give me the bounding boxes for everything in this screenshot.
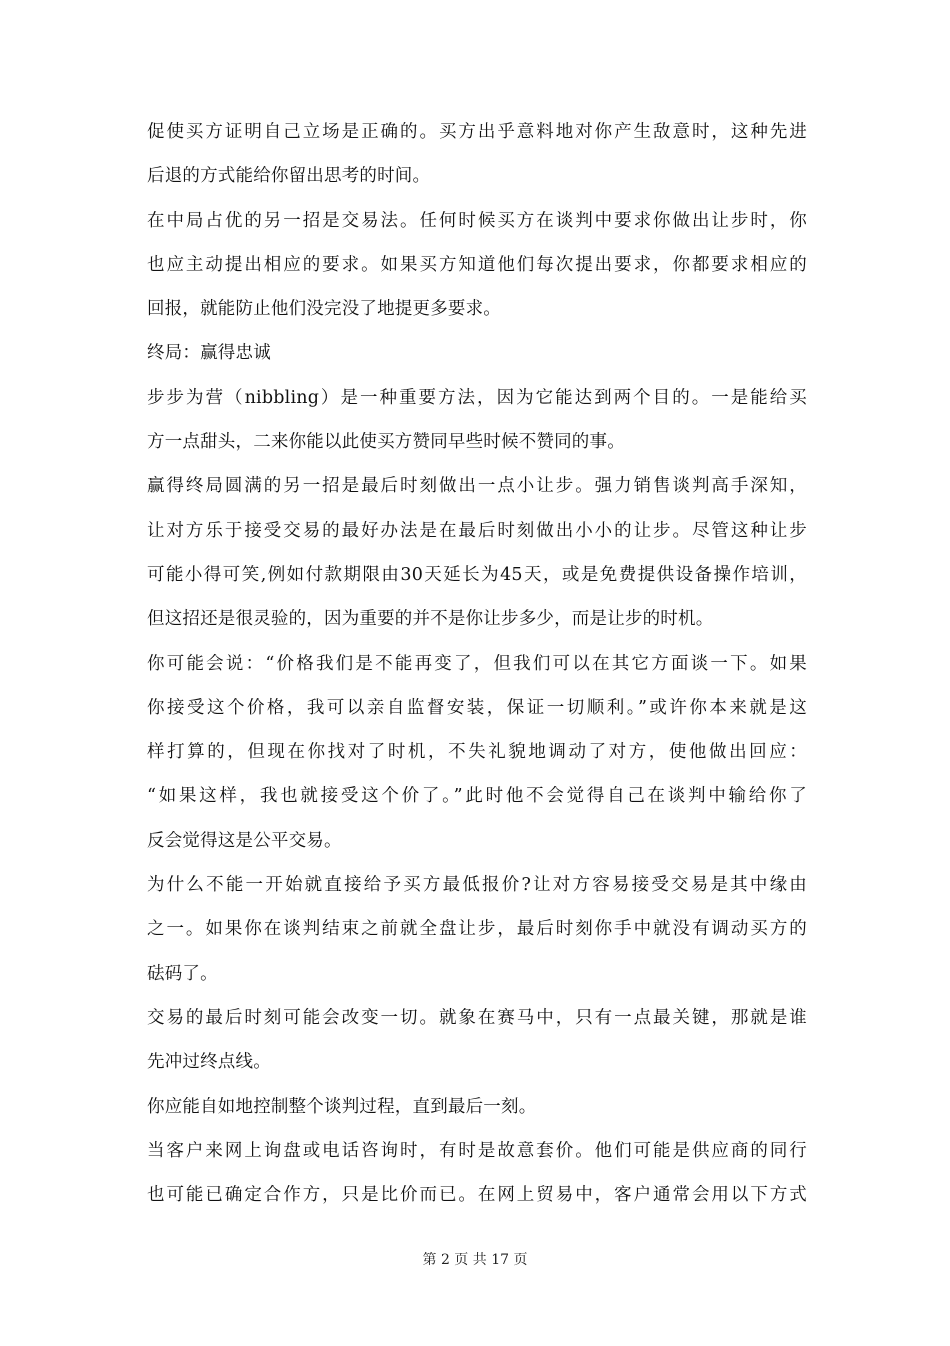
text-line: 为什么不能一开始就直接给予买方最低报价?让对方容易接受交易是其中缘由 xyxy=(147,875,807,896)
text-line: 当客户来网上询盘或电话咨询时，有时是故意套价。他们可能是供应商的同行 xyxy=(147,1140,807,1161)
text-line: 后退的方式能给你留出思考的时间。 xyxy=(147,166,431,187)
text-line: 交易的最后时刻可能会改变一切。就象在赛马中，只有一点最关键，那就是谁 xyxy=(147,1007,807,1028)
text-line: 样打算的，但现在你找对了时机，不失礼貌地调动了对方，使他做出回应： xyxy=(147,742,807,763)
text-line: 之一。如果你在谈判结束之前就全盘让步，最后时刻你手中就没有调动买方的 xyxy=(147,919,807,940)
text-line: 在中局占优的另一招是交易法。任何时候买方在谈判中要求你做出让步时，你 xyxy=(147,210,807,231)
text-line: 促使买方证明自己立场是正确的。买方出乎意料地对你产生敌意时，这种先进 xyxy=(147,122,807,142)
text-line: 让对方乐于接受交易的最好办法是在最后时刻做出小小的让步。尽管这种让步 xyxy=(147,520,807,541)
text-line: 反会觉得这是公平交易。 xyxy=(147,830,342,851)
page-footer: 第 2 页 共 17 页 xyxy=(422,1252,528,1268)
text-line: 步步为营（nibbling）是一种重要方法，因为它能达到两个目的。一是能给买 xyxy=(147,387,807,408)
text-line: 赢得终局圆满的另一招是最后时刻做出一点小让步。强力销售谈判高手深知， xyxy=(147,476,807,497)
text-line: 你可能会说：“价格我们是不能再变了，但我们可以在其它方面谈一下。如果 xyxy=(147,653,807,674)
text-line: 先冲过终点线。 xyxy=(147,1052,271,1073)
document-body xyxy=(147,110,807,1217)
text-line: 终局：赢得忠诚 xyxy=(147,343,271,364)
text-line: 可能小得可笑,例如付款期限由30天延长为45天，或是免费提供设备操作培训， xyxy=(147,564,807,585)
text-line: 你应能自如地控制整个谈判过程，直到最后一刻。 xyxy=(147,1096,537,1117)
text-line: 你接受这个价格，我可以亲自监督安装，保证一切顺利。”或许你本来就是这 xyxy=(147,697,807,718)
text-line: 回报，就能防止他们没完没了地提更多要求。 xyxy=(147,299,501,320)
text-line: 方一点甜头，二来你能以此使买方赞同早些时候不赞同的事。 xyxy=(147,432,625,453)
text-line: “如果这样，我也就接受这个价了。”此时他不会觉得自己在谈判中输给你了 xyxy=(147,786,807,807)
text-line: 砝码了。 xyxy=(147,963,218,984)
text-line: 也可能已确定合作方，只是比价而已。在网上贸易中，客户通常会用以下方式 xyxy=(147,1185,807,1206)
text-line: 也应主动提出相应的要求。如果买方知道他们每次提出要求，你都要求相应的 xyxy=(147,254,807,275)
text-line: 但这招还是很灵验的，因为重要的并不是你让步多少，而是让步的时机。 xyxy=(147,609,714,630)
